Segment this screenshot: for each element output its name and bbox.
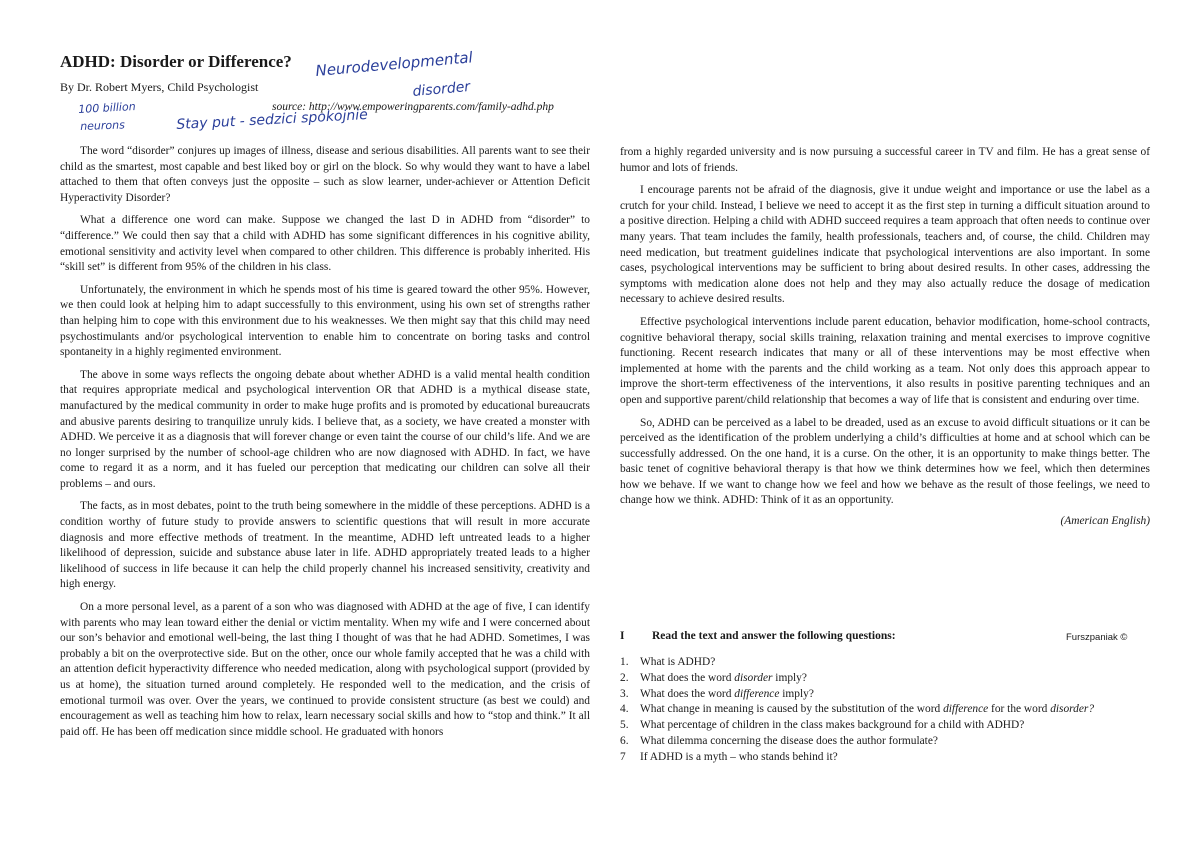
paragraph: On a more personal level, as a parent of a son who was diagnosed with ADHD at the age of five, I can identify with parents who may lean toward either the denial or victim mentality. When my wife and I were concerned about our son’s behavior and emotional well-being, the last thing I thought of was that he had ADHD. Sometimes, I was probably a bit on the overprotective side. But on the other, once our whole family accepted that he was a child with an attention deficit hyperactivity difference who needed medication, along with psychological support (provided by us at home), the situation turned around completely. He responded well to the medication, and the crisis of emotional turmoil was over. Over the years, we continued to provide consistent structure (as best we could) and encouragement as well as teaching him how to relax, learn necessary social skills and how to “stop and think.” It all paid off. He has been off medication since middle school. He graduated with honors [60, 601, 590, 738]
question-item [620, 734, 1140, 750]
handwritten-note-neurodevelopmental: Neurodevelopmental [314, 48, 474, 80]
source-citation: source: http://www.empoweringparents.com/family-adhd.php [272, 101, 554, 113]
task-header [620, 630, 1100, 642]
question-number: 4. [620, 703, 629, 716]
question-list [620, 655, 1140, 766]
question-text: What is ADHD? [640, 656, 716, 668]
question-text: for the word [988, 703, 1051, 716]
paragraph: The word “disorder” conjures up images of illness, disease and serious disabilities. All parents want to see their child as the smartest, most capable and best liked boy or girl on the block. So why would they want to have a label attached to them that often conveys just the opposite – such as slow learner, under-achiever or Attention Deficit Hyperactivity Disorder? [60, 145, 590, 204]
paragraph-continuation: from a highly regarded university and is now pursuing a successful career in TV and film. He has a great sense of humor and lots of friends. [620, 146, 1150, 174]
article-right-column [620, 145, 1150, 530]
task-number: I [620, 630, 625, 642]
question-item [620, 718, 1140, 734]
question-number: 5. [620, 719, 629, 732]
question-text: What does the word [640, 671, 735, 684]
question-emphasis: difference [734, 687, 780, 700]
paragraph: Effective psychological interventions include parent education, behavior modification, home-school contracts, cognitive behavioral therapy, social skills training, relaxation training and mental exercises to improve cognitive functioning. Recent research indicates that many or all of these interventions may be most effective when implemented at home with the parents and the child working as a team. Not only does this approach appear to improve the short-term effectiveness of the interventions, it also results in positive parenting techniques and an open and supportive parent/child relationship that becomes a way of life that is consistent and enduring over time. [620, 315, 1150, 406]
question-item [620, 750, 1140, 766]
question-item [620, 655, 1140, 671]
question-text: What percentage of children in the class makes background for a child with ADHD? [640, 719, 1025, 732]
question-text: imply? [772, 671, 807, 684]
question-text: What change in meaning is caused by the substitution of the word [640, 703, 944, 716]
copyright-notice: Furszpaniak © [1066, 632, 1128, 643]
question-emphasis: disorder? [1050, 703, 1095, 716]
handwritten-note-disorder: disorder [411, 78, 471, 100]
question-text: If ADHD is a myth – who stands behind it? [640, 750, 838, 763]
question-item [620, 671, 1140, 687]
paragraph: The above in some ways reflects the ongoing debate about whether ADHD is a valid mental health condition that requires appropriate medical and psychological intervention OR that ADHD is a mythical disease state, manufactured by the medical community in order to make huge profits and is promoted by educational bureaucrats and abusive parents desiring to tranquilize unruly kids. I believe that, as a society, we have created a monster with ADHD. We perceive it as a diagnosis that will forever change or even taint the course of our child’s life. And we are no longer surprised by the number of school-age children who are now diagnosed with ADHD. In fact, we have come to regard it as a norm, and it has fueled our perception that medicating our children can solve all their problems – and ours. [60, 368, 590, 490]
question-number: 7 [620, 750, 626, 763]
question-number: 2. [620, 671, 629, 684]
paragraph: So, ADHD can be perceived as a label to be dreaded, used as an excuse to avoid difficult situations or it can be perceived as the identification of the problem underlying a child’s difficulties at home and at school which can be successfully addressed. On the one hand, it is a curse. On the other, it is an opportunity to make things better. The basic tenet of cognitive behavioral therapy is that how we think determines how we feel, which then determines how we behave. If we want to change how we feel and how we behave as the result of those feelings, we need to change how we think. ADHD: Think of it as an opportunity. [620, 416, 1150, 507]
question-item [620, 687, 1140, 703]
question-item [620, 702, 1140, 718]
paragraph: I encourage parents not be afraid of the diagnosis, give it undue weight and importance or use the label as a crutch for your child. Instead, I believe we need to accept it as the first step in turning a difficult situation around to a positive direction. Helping a child with ADHD succeed requires a team approach that often needs to continue over many years. That team includes the family, health professionals, teachers and, of course, the child. Children may need medication, but treatment guidelines indicate that psychological interventions are also important. In some cases, psychological interventions may be sufficient to bring about desired results. In other cases, addressing the symptoms with medication alone does not help and they may also actually reduce the dosage of medication necessary to achieve desired results. [620, 184, 1150, 306]
handwritten-note-neurons: neurons [79, 118, 126, 133]
author-byline: By Dr. Robert Myers, Child Psychologist [60, 80, 259, 94]
page-title: ADHD: Disorder or Difference? [60, 52, 292, 71]
language-attribution: (American English) [1060, 515, 1150, 528]
paragraph: What a difference one word can make. Suppose we changed the last D in ADHD from “disorder” to “difference.” We could then say that a child with ADHD has some significant differences in his cognitive ability, emotional sensitivity and activity level when compared to other children. This difference is probably inherited. His “skill set” is different from 95% of the children in his class. [60, 214, 590, 274]
question-number: 6. [620, 734, 629, 747]
article-left-column [60, 144, 590, 747]
question-number: 1. [620, 656, 629, 668]
question-text: What dilemma concerning the disease does the author formulate? [640, 734, 938, 747]
question-text: What does the word [640, 687, 735, 700]
handwritten-note-stay-put: Stay put - sedzici spokojnie [175, 106, 369, 133]
task-instruction: Read the text and answer the following questions: [652, 630, 896, 642]
handwritten-note-billion: 100 billion [77, 99, 136, 116]
question-emphasis: disorder [734, 671, 773, 684]
question-emphasis: difference [943, 703, 989, 716]
question-text: imply? [779, 687, 814, 700]
paragraph: Unfortunately, the environment in which he spends most of his time is geared toward the other 95%. However, we then could look at helping him to adapt successfully to this environment, using his own set of strengths rather than helping him to cope with this environment due to his weaknesses. We then might say that this child may need psychostimulants and/or psychological intervention to enable him to concentrate on boring tasks and control spontaneity in a highly regimented environment. [60, 283, 590, 359]
paragraph: The facts, as in most debates, point to the truth being somewhere in the middle of these perceptions. ADHD is a condition worthy of future study to provide answers to scientific questions that will result in more accurate diagnosis and more effective methods of treatment. In the meantime, ADHD left untreated leads to a higher likelihood of depression, suicide and substance abuse later in life. ADHD appropriately treated leads to a higher likelihood of success in life because it can help the child properly channel his increased sensitivity, creativity and high energy. [60, 500, 590, 591]
question-number: 3. [620, 687, 629, 700]
